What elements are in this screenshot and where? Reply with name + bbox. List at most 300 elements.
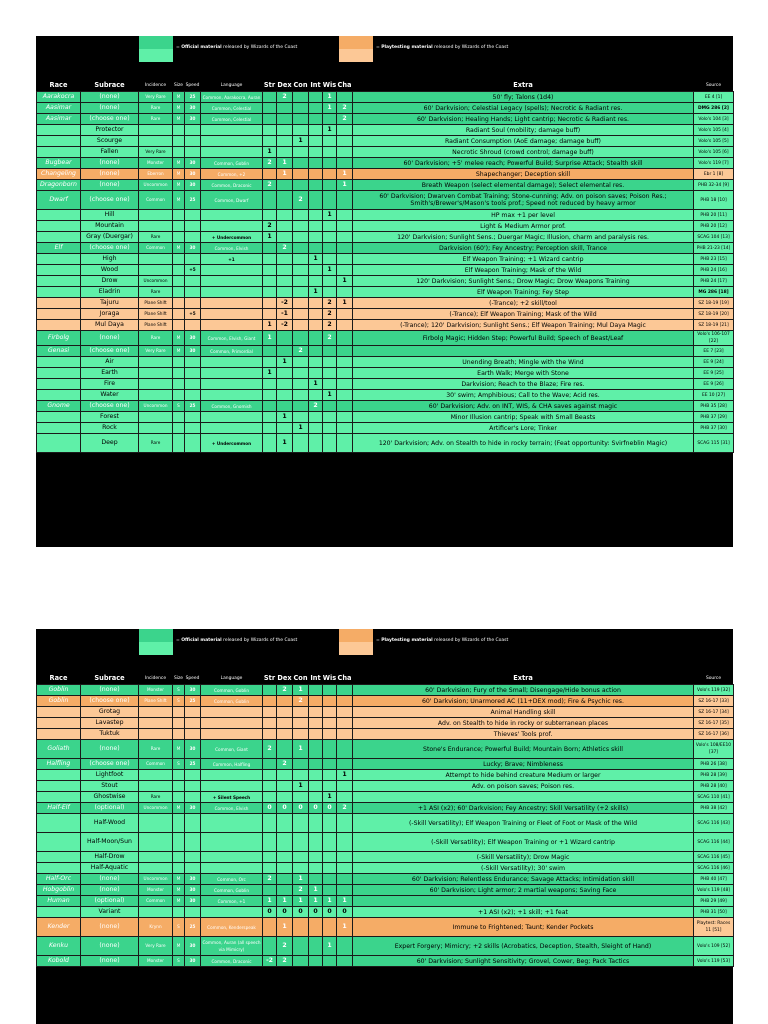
con-cell: 1	[293, 136, 309, 147]
int-cell: 1	[309, 254, 323, 265]
wis-cell	[323, 833, 337, 852]
header-subrace: Subrace	[94, 674, 125, 682]
cha-cell	[337, 390, 353, 401]
con-cell	[293, 718, 309, 729]
language-cell: Common, Draconic	[201, 180, 263, 191]
int-cell	[309, 412, 323, 423]
race-cell	[37, 434, 81, 453]
speed-cell: 25	[185, 759, 201, 770]
str-cell: 1	[263, 896, 277, 907]
dex-cell	[277, 147, 293, 158]
speed-cell	[185, 379, 201, 390]
extra-cell: Minor Illusion cantrip; Speak with Small Beasts	[353, 412, 694, 423]
source-cell: SCAG 110 [41]	[694, 792, 734, 803]
int-cell	[309, 696, 323, 707]
dex-cell	[277, 770, 293, 781]
wis-cell	[323, 696, 337, 707]
race-table-panel-1	[36, 36, 733, 547]
source-cell: Volo's 119 [7]	[694, 158, 734, 169]
race-cell	[37, 147, 81, 158]
wis-cell	[323, 191, 337, 210]
cha-cell	[337, 265, 353, 276]
incidence-cell: Common	[139, 191, 173, 210]
source-cell: SCAG 115 [31]	[694, 434, 734, 453]
cha-cell	[337, 833, 353, 852]
cha-cell	[337, 320, 353, 331]
extra-cell: 120' Darkvision; Sunlight Sens.; Drow Magic; Drow Weapons Training	[353, 276, 694, 287]
source-cell: SZ 18-19 [21]	[694, 320, 734, 331]
incidence-cell	[139, 907, 173, 918]
source-cell: EE 9 [26]	[694, 379, 734, 390]
language-cell: Common, Goblin	[201, 696, 263, 707]
subrace-cell: Ghostwise	[81, 792, 139, 803]
str-cell	[263, 759, 277, 770]
language-cell: Common, Auran (all speech via Mimicry)	[201, 937, 263, 956]
cha-cell	[337, 125, 353, 136]
cha-cell	[337, 412, 353, 423]
subrace-cell: Air	[81, 357, 139, 368]
dex-cell: -2	[277, 298, 293, 309]
race-cell: Goblin	[37, 696, 81, 707]
dex-cell	[277, 423, 293, 434]
str-cell	[263, 792, 277, 803]
subrace-cell: (choose one)	[81, 696, 139, 707]
speed-cell: 30	[185, 114, 201, 125]
dex-cell: 2	[277, 937, 293, 956]
speed-cell	[185, 320, 201, 331]
source-cell: PHB 23 [15]	[694, 254, 734, 265]
wis-cell	[323, 434, 337, 453]
subrace-cell: Fire	[81, 379, 139, 390]
speed-cell	[185, 368, 201, 379]
str-cell: 1	[263, 368, 277, 379]
size-cell	[173, 287, 185, 298]
legend-official: = Official material released by Wizards of the Coast	[176, 45, 298, 50]
race-cell: Firbolg	[37, 331, 81, 346]
cha-cell	[337, 254, 353, 265]
header-int: Int	[310, 674, 321, 682]
str-cell: 2	[263, 221, 277, 232]
extra-cell: 60' Darkvision; Sunlight Sensitivity; Grovel, Cower, Beg; Pack Tactics	[353, 956, 694, 967]
str-cell: 0	[263, 907, 277, 918]
str-cell	[263, 114, 277, 125]
playtest-swatch-light	[339, 49, 373, 62]
size-cell: S	[173, 401, 185, 412]
dex-cell: 0	[277, 907, 293, 918]
str-cell	[263, 685, 277, 696]
race-table-2	[36, 672, 734, 967]
size-cell	[173, 390, 185, 401]
language-cell: Common, Elvish	[201, 803, 263, 814]
size-cell: M	[173, 937, 185, 956]
con-cell	[293, 92, 309, 103]
speed-cell	[185, 390, 201, 401]
header-extra: Extra	[513, 674, 533, 682]
size-cell: M	[173, 874, 185, 885]
cha-cell: 1	[337, 918, 353, 937]
int-cell	[309, 210, 323, 221]
extra-cell: +1 ASI (x2); 60' Darkvision; Fey Ancestry; Skill Versatility (+2 skills)	[353, 803, 694, 814]
incidence-cell: Common	[139, 759, 173, 770]
incidence-cell	[139, 718, 173, 729]
extra-cell: 120' Darkvision; Adv. on Stealth to hide in rocky terrain; (Feat opportunity: Svirfneblin Magic)	[353, 434, 694, 453]
speed-cell: 30	[185, 158, 201, 169]
incidence-cell: Very Rare	[139, 937, 173, 956]
source-cell: Ebr 1 [8]	[694, 169, 734, 180]
size-cell	[173, 781, 185, 792]
size-cell	[173, 232, 185, 243]
extra-cell: +1 ASI (x2); +1 skill; +1 feat	[353, 907, 694, 918]
race-cell	[37, 357, 81, 368]
subrace-cell: Tajuru	[81, 298, 139, 309]
dex-cell	[277, 232, 293, 243]
cha-cell	[337, 210, 353, 221]
header-subrace: Subrace	[94, 81, 125, 89]
wis-cell: 2	[323, 309, 337, 320]
cha-cell	[337, 158, 353, 169]
language-cell: Common, +1	[201, 896, 263, 907]
str-cell	[263, 401, 277, 412]
speed-cell	[185, 412, 201, 423]
wis-cell: 1	[323, 896, 337, 907]
table-row	[37, 368, 734, 379]
wis-cell: 1	[323, 210, 337, 221]
table-row	[37, 298, 734, 309]
cha-cell	[337, 707, 353, 718]
race-cell: Goliath	[37, 740, 81, 759]
race-cell: Human	[37, 896, 81, 907]
int-cell	[309, 918, 323, 937]
con-cell	[293, 918, 309, 937]
extra-cell: Attempt to hide behind creature Medium or larger	[353, 770, 694, 781]
int-cell	[309, 147, 323, 158]
speed-cell: 25	[185, 401, 201, 412]
int-cell	[309, 814, 323, 833]
table-row	[37, 885, 734, 896]
source-cell: SZ 16-17 [34]	[694, 707, 734, 718]
con-cell	[293, 759, 309, 770]
source-cell: Playtest: Races 11 [51]	[694, 918, 734, 937]
int-cell	[309, 180, 323, 191]
source-cell: PHB 20 [11]	[694, 210, 734, 221]
source-cell: Volo's 106-107 [22]	[694, 331, 734, 346]
subrace-cell: (choose one)	[81, 759, 139, 770]
race-cell	[37, 136, 81, 147]
speed-cell	[185, 254, 201, 265]
speed-cell: 30	[185, 803, 201, 814]
extra-cell: 50' fly; Talons (1d4)	[353, 92, 694, 103]
race-cell	[37, 254, 81, 265]
int-cell	[309, 685, 323, 696]
dex-cell	[277, 696, 293, 707]
table-row	[37, 357, 734, 368]
incidence-cell: Krynn	[139, 918, 173, 937]
race-cell	[37, 781, 81, 792]
source-cell: Volo's 105 [6]	[694, 147, 734, 158]
source-cell: PHB 24 [17]	[694, 276, 734, 287]
speed-cell	[185, 434, 201, 453]
str-cell	[263, 814, 277, 833]
incidence-cell: Monster	[139, 685, 173, 696]
speed-cell	[185, 792, 201, 803]
language-cell	[201, 390, 263, 401]
table-row	[37, 243, 734, 254]
language-cell	[201, 125, 263, 136]
race-cell	[37, 390, 81, 401]
header-dex: Dex	[277, 81, 292, 89]
language-cell	[201, 136, 263, 147]
source-cell: Volo's 109 [52]	[694, 937, 734, 956]
language-cell	[201, 852, 263, 863]
source-cell: PHB 18 [10]	[694, 191, 734, 210]
str-cell	[263, 309, 277, 320]
subrace-cell: (optional)	[81, 896, 139, 907]
race-cell	[37, 907, 81, 918]
subrace-cell: Lightfoot	[81, 770, 139, 781]
race-cell: Elf	[37, 243, 81, 254]
incidence-cell: Common	[139, 896, 173, 907]
table-row	[37, 423, 734, 434]
speed-cell	[185, 276, 201, 287]
race-cell	[37, 287, 81, 298]
extra-cell: Shapechanger; Deception skill	[353, 169, 694, 180]
con-cell	[293, 707, 309, 718]
header-race: Race	[49, 81, 68, 89]
source-cell: PHB 40 [47]	[694, 874, 734, 885]
dex-cell	[277, 740, 293, 759]
subrace-cell: (choose one)	[81, 346, 139, 357]
incidence-cell: Rare	[139, 792, 173, 803]
source-cell: EE 10 [27]	[694, 390, 734, 401]
language-cell	[201, 368, 263, 379]
size-cell	[173, 852, 185, 863]
wis-cell	[323, 158, 337, 169]
incidence-cell: Monster	[139, 158, 173, 169]
cha-cell	[337, 956, 353, 967]
con-cell	[293, 852, 309, 863]
incidence-cell: Rare	[139, 232, 173, 243]
language-cell: Common, Elvish, Giant	[201, 331, 263, 346]
int-cell	[309, 423, 323, 434]
str-cell: 1	[263, 147, 277, 158]
int-cell	[309, 298, 323, 309]
subrace-cell: Grotag	[81, 707, 139, 718]
header-source: Source	[705, 82, 722, 88]
table-row	[37, 740, 734, 759]
race-cell	[37, 309, 81, 320]
header-source: Source	[705, 675, 722, 681]
extra-cell: Earth Walk; Merge with Stone	[353, 368, 694, 379]
int-cell	[309, 718, 323, 729]
int-cell	[309, 770, 323, 781]
size-cell	[173, 254, 185, 265]
speed-cell	[185, 907, 201, 918]
table-row	[37, 287, 734, 298]
subrace-cell: High	[81, 254, 139, 265]
race-cell	[37, 221, 81, 232]
subrace-cell: (none)	[81, 103, 139, 114]
cha-cell	[337, 136, 353, 147]
cha-cell	[337, 937, 353, 956]
table-1-body	[37, 92, 734, 453]
table-row	[37, 896, 734, 907]
cha-cell: 1	[337, 770, 353, 781]
subrace-cell: (optional)	[81, 803, 139, 814]
cha-cell	[337, 852, 353, 863]
header-str: Str	[263, 674, 276, 682]
dex-cell: 1	[277, 357, 293, 368]
race-cell: Dwarf	[37, 191, 81, 210]
language-cell	[201, 298, 263, 309]
cha-cell	[337, 423, 353, 434]
con-cell: 2	[293, 191, 309, 210]
table-row	[37, 346, 734, 357]
incidence-cell: Monster	[139, 885, 173, 896]
wis-cell	[323, 759, 337, 770]
subrace-cell: Mul Daya	[81, 320, 139, 331]
str-cell	[263, 781, 277, 792]
con-cell: 1	[293, 740, 309, 759]
table-row	[37, 434, 734, 453]
size-cell	[173, 210, 185, 221]
int-cell	[309, 169, 323, 180]
dex-cell	[277, 852, 293, 863]
wis-cell: 1	[323, 92, 337, 103]
speed-cell: 25	[185, 92, 201, 103]
extra-cell: Light & Medium Armor prof.	[353, 221, 694, 232]
source-cell: Volo's 105 [5]	[694, 136, 734, 147]
wis-cell	[323, 956, 337, 967]
source-cell: SZ 16-17 [36]	[694, 729, 734, 740]
dex-cell: -1	[277, 309, 293, 320]
size-cell	[173, 379, 185, 390]
con-cell	[293, 833, 309, 852]
table-row	[37, 320, 734, 331]
incidence-cell: Plane Shift	[139, 298, 173, 309]
table-row	[37, 114, 734, 125]
table-row	[37, 918, 734, 937]
cha-cell	[337, 685, 353, 696]
con-cell	[293, 169, 309, 180]
race-cell	[37, 718, 81, 729]
incidence-cell	[139, 254, 173, 265]
cha-cell	[337, 191, 353, 210]
cha-cell	[337, 885, 353, 896]
wis-cell	[323, 770, 337, 781]
subrace-cell: (none)	[81, 158, 139, 169]
extra-cell: (-Trance); +2 skill/tool	[353, 298, 694, 309]
extra-cell: Radiant Consumption (AoE damage; damage buff)	[353, 136, 694, 147]
size-cell	[173, 814, 185, 833]
int-cell	[309, 331, 323, 346]
table-row	[37, 718, 734, 729]
table-row	[37, 412, 734, 423]
language-cell	[201, 781, 263, 792]
subrace-cell: (none)	[81, 918, 139, 937]
str-cell	[263, 191, 277, 210]
con-cell	[293, 232, 309, 243]
dex-cell	[277, 114, 293, 125]
wis-cell	[323, 346, 337, 357]
header-con: Con	[293, 674, 308, 682]
wis-cell	[323, 729, 337, 740]
con-cell	[293, 103, 309, 114]
int-cell	[309, 92, 323, 103]
str-cell	[263, 357, 277, 368]
con-cell	[293, 937, 309, 956]
cha-cell	[337, 346, 353, 357]
size-cell: S	[173, 696, 185, 707]
size-cell	[173, 707, 185, 718]
speed-cell	[185, 863, 201, 874]
speed-cell	[185, 718, 201, 729]
table-row	[37, 401, 734, 412]
source-cell: PHB 38 [42]	[694, 803, 734, 814]
size-cell	[173, 136, 185, 147]
incidence-cell: Rare	[139, 287, 173, 298]
source-cell: SZ 16-17 [35]	[694, 718, 734, 729]
cha-cell	[337, 221, 353, 232]
language-cell: Common, Dwarf	[201, 191, 263, 210]
extra-cell: Darkvision; Reach to the Blaze; Fire res.	[353, 379, 694, 390]
speed-cell	[185, 136, 201, 147]
incidence-cell	[139, 423, 173, 434]
speed-cell	[185, 781, 201, 792]
cha-cell	[337, 379, 353, 390]
dex-cell: 2	[277, 92, 293, 103]
language-cell: Common, Aarakocra, Auran	[201, 92, 263, 103]
size-cell	[173, 276, 185, 287]
language-cell	[201, 718, 263, 729]
wis-cell	[323, 254, 337, 265]
language-cell	[201, 357, 263, 368]
incidence-cell	[139, 265, 173, 276]
source-cell: Volo's 104 [3]	[694, 114, 734, 125]
incidence-cell	[139, 412, 173, 423]
dex-cell: 1	[277, 169, 293, 180]
dex-cell	[277, 885, 293, 896]
size-cell	[173, 412, 185, 423]
table-row	[37, 390, 734, 401]
cha-cell	[337, 331, 353, 346]
table-row	[37, 276, 734, 287]
race-cell	[37, 210, 81, 221]
wis-cell	[323, 707, 337, 718]
size-cell: M	[173, 346, 185, 357]
con-cell	[293, 158, 309, 169]
cha-cell	[337, 874, 353, 885]
extra-cell: 60' Darkvision; Light armor; 2 martial weapons; Saving Face	[353, 885, 694, 896]
con-cell	[293, 125, 309, 136]
con-cell	[293, 147, 309, 158]
language-cell: Common, Goblin	[201, 885, 263, 896]
table-row	[37, 147, 734, 158]
incidence-cell	[139, 125, 173, 136]
int-cell	[309, 103, 323, 114]
incidence-cell: Uncommon	[139, 803, 173, 814]
extra-cell: Darkvision (60'); Fey Ancestry; Perception skill, Trance	[353, 243, 694, 254]
header-con: Con	[293, 81, 308, 89]
con-cell: 1	[293, 685, 309, 696]
cha-cell	[337, 147, 353, 158]
dex-cell: 2	[277, 243, 293, 254]
wis-cell: 1	[323, 937, 337, 956]
wis-cell: 0	[323, 803, 337, 814]
size-cell	[173, 125, 185, 136]
speed-cell	[185, 221, 201, 232]
con-cell	[293, 298, 309, 309]
con-cell	[293, 401, 309, 412]
